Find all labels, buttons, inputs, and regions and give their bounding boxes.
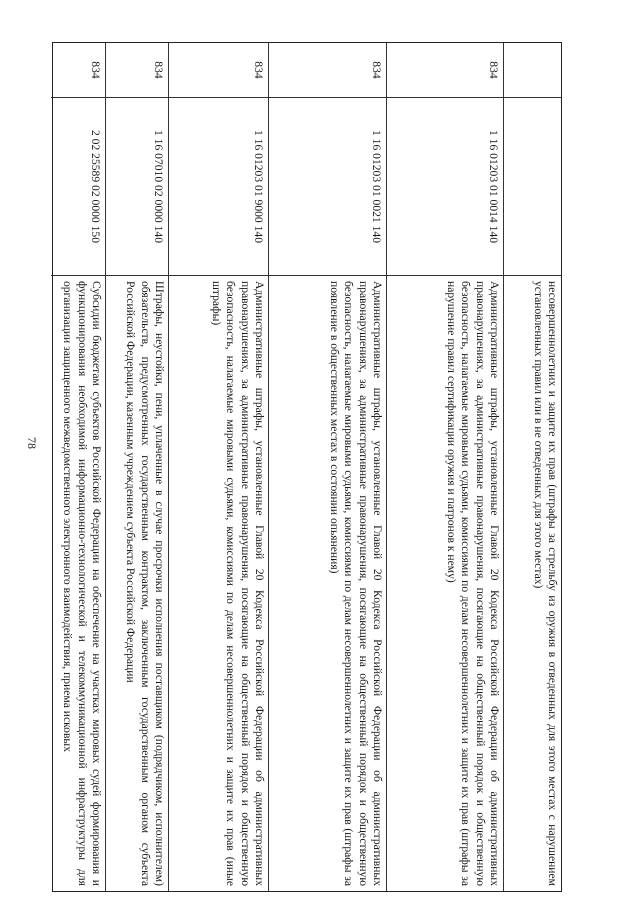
- admin-code-cell: 834: [51, 43, 105, 98]
- budget-classification-table: [52, 42, 562, 892]
- revenue-name-cell: Административные штрафы, установленные Главой 20 Кодекса Российской Федерации об административных правонарушениях, за административные правонарушения, посягающие на общественный порядок и общественную безопасность, налагаемые мировыми судьями, комиссиями по делам несовершеннолетних и защите их прав (иные штрафы): [209, 281, 266, 886]
- kbk-code-cell: 2 02 25589 02 0000 150: [51, 98, 105, 276]
- admin-code-cell: 834: [387, 43, 503, 98]
- admin-code-cell: 834: [106, 43, 168, 98]
- admin-code-cell: 834: [269, 43, 386, 98]
- kbk-code-cell: 1 16 01203 01 9000 140: [169, 98, 268, 276]
- kbk-code-cell: 1 16 01203 01 0021 140: [269, 98, 386, 276]
- page-number: 78: [25, 437, 39, 449]
- table-row: [105, 43, 168, 891]
- admin-code-cell: 834: [169, 43, 268, 98]
- table-row: [51, 43, 105, 891]
- revenue-name-cell: Субсидии бюджетам субъектов Российской Федерации на обеспечение на участках мировых судей формирования и функционирования необходимой информационно-технологической и телекоммуникационной инфраструктуры для организации защищенного межведомственного электронного взаимодействия, приема исковых: [61, 281, 103, 886]
- table-container: [52, 42, 562, 892]
- revenue-name-cell: Административные штрафы, установленные Главой 20 Кодекса Российской Федерации об административных правонарушениях, за административные правонарушения, посягающие на общественный порядок и общественную безопасность, налагаемые мировыми судьями, комиссиями по делам несовершеннолетних и защите их прав (штрафы за нарушение правил сертификации оружия и патронов к нему): [444, 281, 501, 886]
- revenue-name-cell: Административные штрафы, установленные Главой 20 Кодекса Российской Федерации об административных правонарушениях, за административные правонарушения, посягающие на общественный порядок и общественную безопасность, налагаемые мировыми судьями, комиссиями по делам несовершеннолетних и защите их прав (штрафы за появление в общественных местах в состоянии опьянения): [327, 281, 384, 886]
- table-row: [386, 43, 503, 891]
- revenue-name-cell: несовершеннолетних и защите их прав (штрафы за стрельбу из оружия в отведенных для этого местах с нарушением установленных правил или в не отведенных для этого местах): [531, 281, 559, 886]
- kbk-code-cell: 1 16 07010 02 0000 140: [106, 98, 168, 276]
- table-row: [503, 43, 561, 891]
- table-row: [268, 43, 386, 891]
- admin-code-cell: [504, 43, 561, 98]
- rotated-table-frame: [52, 42, 562, 892]
- kbk-code-cell: [504, 98, 561, 276]
- revenue-name-cell: Штрафы, неустойки, пени, уплаченные в случае просрочки исполнения поставщиком (подрядчиком, исполнителем) обязательств, предусмотренных государственным контрактом, заключенным государственным органом субъекта Российской Федерации, казенным учреждением субъекта Российской Федерации: [124, 281, 166, 886]
- kbk-code-cell: 1 16 01203 01 0014 140: [387, 98, 503, 276]
- table-row: [168, 43, 268, 891]
